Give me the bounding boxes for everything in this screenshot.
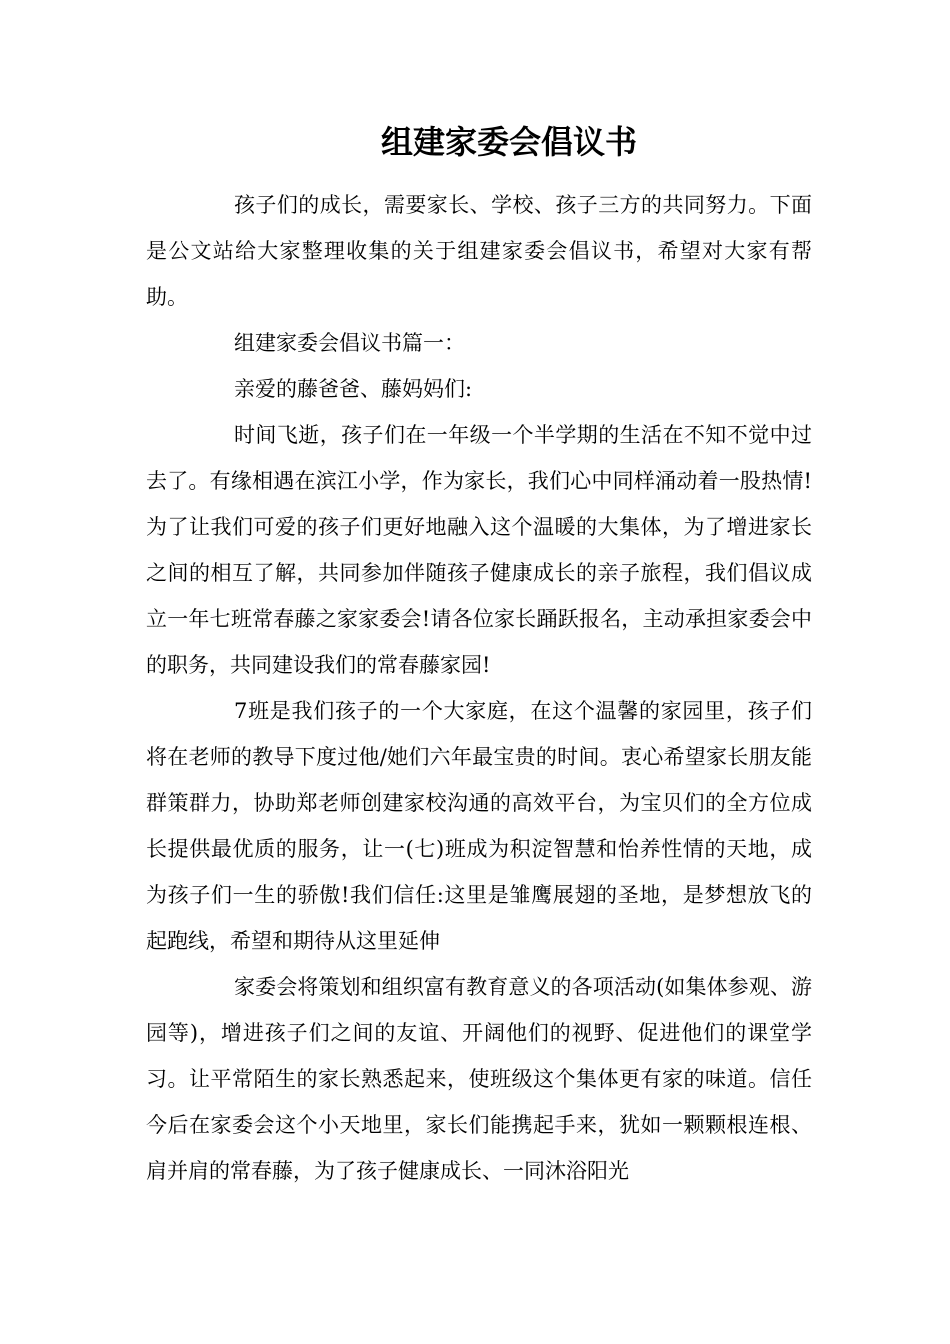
salutation: 亲爱的藤爸爸、藤妈妈们: bbox=[234, 377, 473, 401]
body-paragraph: 7班是我们孩子的一个大家庭，在这个温馨的家园里，孩子们将在老师的教导下度过他/她们六年最宝贵的时间。衷心希望家长朋友能群策群力，协助郑老师创建家校沟通的高效平台，为宝贝们的全方位成长提供最优质的服务，让一(七)班成为积淀智慧和怡养性情的天地，成为孩子们一生的骄傲!我们信任:这里是雏鹰展翅的圣地，是梦想放飞的起跑线，希望和期待从这里延伸 bbox=[146, 699, 812, 953]
body-paragraph: 家委会将策划和组织富有教育意义的各项活动(如集体参观、游园等)，增进孩子们之间的友谊、开阔他们的视野、促进他们的课堂学习。让平常陌生的家长熟悉起来，使班级这个集体更有家的味道。信任今后在家委会这个小天地里，家长们能携起手来，犹如一颗颗根连根、肩并肩的常春藤，为了孩子健康成长、一同沐浴阳光 bbox=[146, 975, 812, 1183]
document-body bbox=[146, 182, 812, 1194]
document-title: 组建家委会倡议书 bbox=[380, 123, 637, 161]
section-heading: 组建家委会倡议书篇一： bbox=[234, 331, 465, 355]
body-paragraph: 时间飞逝，孩子们在一年级一个半学期的生活在不知不觉中过去了。有缘相遇在滨江小学，作为家长，我们心中同样涌动着一股热情!为了让我们可爱的孩子们更好地融入这个温暖的大集体，为了增进家长之间的相互了解，共同参加伴随孩子健康成长的亲子旅程，我们倡议成立一年七班常春藤之家家委会!请各位家长踊跃报名，主动承担家委会中的职务，共同建设我们的常春藤家园! bbox=[146, 423, 812, 677]
intro-paragraph: 孩子们的成长，需要家长、学校、孩子三方的共同努力。下面是公文站给大家整理收集的关于组建家委会倡议书，希望对大家有帮助。 bbox=[146, 193, 812, 309]
